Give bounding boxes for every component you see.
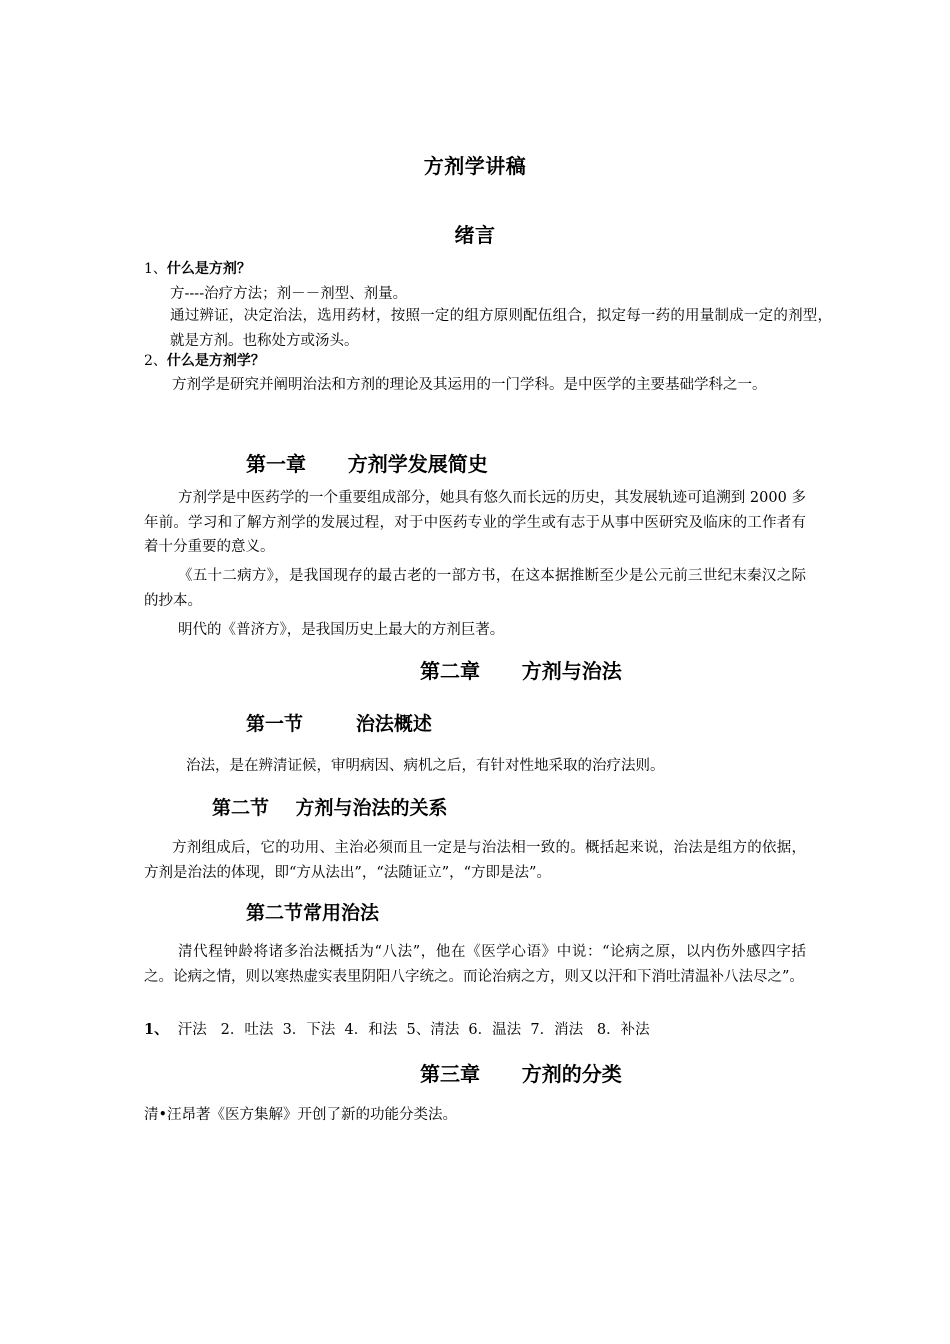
section-3-heading: 第二节常用治法: [246, 902, 380, 924]
section-1-heading: 第一节 治法概述: [246, 713, 432, 735]
eight-methods-number: 1、: [144, 1021, 169, 1038]
chapter-3-heading: 第三章 方剂的分类: [420, 1062, 622, 1086]
question-2-number: 2、: [144, 353, 167, 369]
question-1-number: 1、: [144, 261, 167, 277]
eight-methods-list: [144, 1019, 806, 1041]
question-1: [144, 259, 806, 280]
definition-line: 方----治疗方法；剂－－剂型、剂量。: [170, 286, 408, 302]
question-2: [144, 351, 806, 372]
eight-methods-items: 汗法 2．吐法 3．下法 4．和法 5、清法 6．温法 7．消法 8．补法: [168, 1022, 650, 1038]
chapter-1-paragraph-2: 《五十二病方》，是我国现存的最古老的一部方书，在这本据推断至少是公元前三世纪末秦汉之际的抄本。: [144, 568, 806, 609]
definition-paragraph: 通过辨证，决定治法，选用药材，按照一定的组方原则配伍组合，拟定每一药的用量制成一定的剂型，就是方剂。也称处方或汤头。: [170, 308, 832, 349]
section-2-text: 方剂组成后，它的功用、主治必须而且一定是与治法相一致的。概括起来说，治法是组方的依据，方剂是治法的体现，即“方从法出”，“法随证立”，“方即是法”。: [144, 840, 806, 881]
chapter-1-paragraph-1: 方剂学是中医药学的一个重要组成部分，她具有悠久而长远的历史，其发展轨迹可追溯到 2000 多年前。学习和了解方剂学的发展过程，对于中医药专业的学生或有志于从事中医研究及临床的工作者有着十分重要的意义。: [144, 490, 806, 555]
section-1-text: 治法，是在辨清证候，审明病因、病机之后，有针对性地采取的治疗法则。: [186, 758, 665, 774]
intro-heading: 绪言: [454, 223, 496, 247]
chapter-1-paragraph-3: 明代的《普济方》，是我国历史上最大的方剂巨著。: [178, 622, 505, 638]
section-3-text: 清代程钟龄将诸多治法概括为“八法”，他在《医学心语》中说：“论病之原，以内伤外感四字括之。论病之情，则以寒热虚实表里阴阳八字统之。而论治病之方，则又以汗和下消吐清温补八法尽之”。: [144, 944, 806, 985]
question-2-answer: 方剂学是研究并阐明治法和方剂的理论及其运用的一门学科。是中医学的主要基础学科之一。: [172, 377, 767, 393]
section-2-heading: 第二节 方剂与治法的关系: [212, 797, 448, 819]
question-2-text: 什么是方剂学？: [166, 353, 265, 369]
question-1-text: 什么是方剂？: [166, 261, 251, 277]
chapter-3-text: 清•汪昂著《医方集解》开创了新的功能分类法。: [144, 1107, 458, 1123]
document-title: 方剂学讲稿: [423, 154, 527, 178]
chapter-2-heading: 第二章 方剂与治法: [420, 659, 622, 683]
chapter-1-heading: 第一章 方剂学发展简史: [246, 452, 488, 476]
